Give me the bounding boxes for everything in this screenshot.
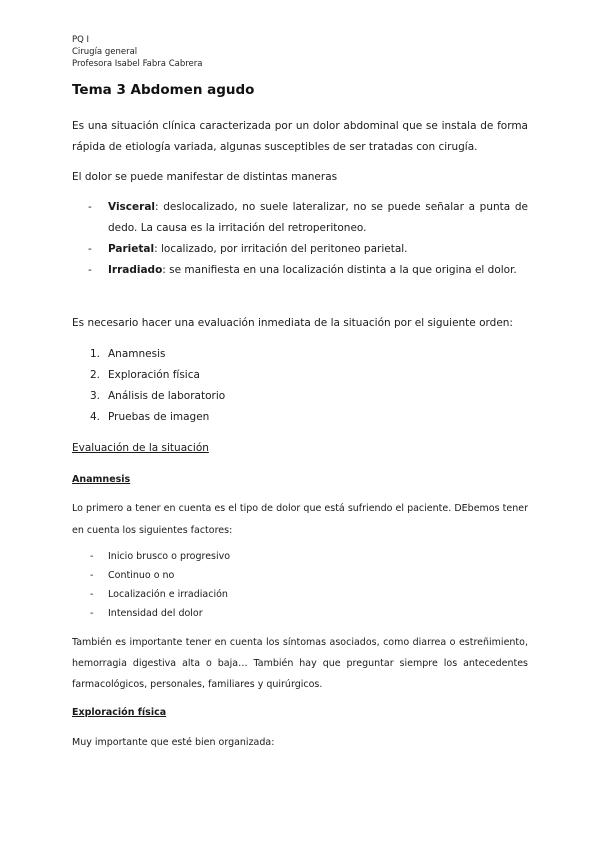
list-item: - Intensidad del dolor xyxy=(90,608,203,619)
page-title: Tema 3 Abdomen agudo xyxy=(72,82,255,98)
manifest-intro: El dolor se puede manifestar de distintas maneras xyxy=(72,171,338,183)
list-item: - Irradiado: se manifiesta en una localización distinta a la que origina el dolor. xyxy=(88,264,517,276)
pain-type-term: Visceral xyxy=(108,201,155,213)
section-heading: Evaluación de la situación xyxy=(72,442,209,454)
pain-type-desc: : se manifiesta en una localización distinta a la que origina el dolor. xyxy=(162,264,517,276)
exploracion-heading: Exploración física xyxy=(72,707,167,718)
list-item: - Parietal: localizado, por irritación del peritoneo parietal. xyxy=(88,243,408,255)
header-professor: Profesora Isabel Fabra Cabrera xyxy=(72,59,203,69)
document-header xyxy=(72,34,202,70)
list-item: 1. Anamnesis xyxy=(90,348,166,360)
pain-type-term: Irradiado xyxy=(108,264,163,276)
list-item: 3. Análisis de laboratorio xyxy=(90,390,226,402)
exploracion-paragraph: Muy importante que esté bien organizada: xyxy=(72,737,275,748)
evaluation-order-list xyxy=(88,344,388,428)
pain-factors-list xyxy=(88,547,388,623)
list-item: - Inicio brusco o progresivo xyxy=(90,551,231,562)
list-item: - Continuo o no xyxy=(90,570,175,581)
header-subject: Cirugía general xyxy=(72,47,138,57)
anamnesis-heading: Anamnesis xyxy=(72,474,131,485)
pain-type-term: Parietal xyxy=(108,243,155,255)
pain-types-list xyxy=(88,197,528,281)
list-item: 4. Pruebas de imagen xyxy=(90,411,210,423)
pain-type-desc: : localizado, por irritación del peritoneo parietal. xyxy=(154,243,408,255)
header-course: PQ I xyxy=(72,35,90,45)
anamnesis-paragraph: Lo primero a tener en cuenta es el tipo de dolor que está sufriendo el paciente. DEbemos tener en cuenta los siguientes factores: xyxy=(72,503,528,536)
intro-paragraph: Es una situación clínica caracterizada por un dolor abdominal que se instala de forma rápida de etiología variada, algunas susceptibles de ser tratadas con cirugía. xyxy=(72,120,528,153)
order-intro: Es necesario hacer una evaluación inmediata de la situación por el siguiente orden: xyxy=(72,317,513,329)
symptoms-paragraph: También es importante tener en cuenta los síntomas asociados, como diarrea o estreñimiento, hemorragia digestiva alta o baja… También hay que preguntar siempre los antecedentes farmacológicos, personales, familiares y quirúrgicos. xyxy=(72,637,528,690)
pain-type-desc: : deslocalizado, no suele lateralizar, no se puede señalar a punta de dedo. La causa es la irritación del retroperitoneo. xyxy=(108,201,528,234)
list-item: 2. Exploración física xyxy=(90,369,200,381)
list-item: - Visceral: deslocalizado, no suele lateralizar, no se puede señalar a punta de dedo. La causa es la irritación del retroperitoneo. xyxy=(88,201,528,234)
list-item: - Localización e irradiación xyxy=(90,589,228,600)
